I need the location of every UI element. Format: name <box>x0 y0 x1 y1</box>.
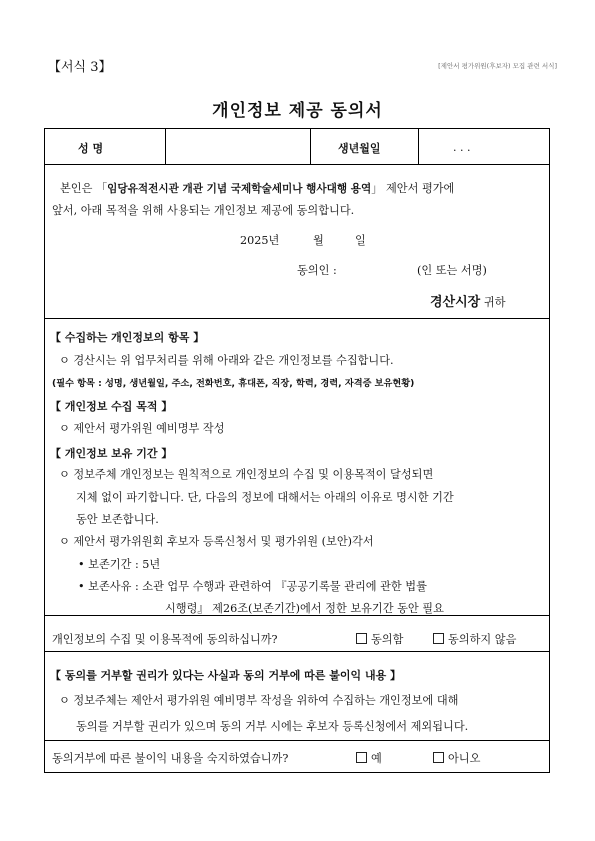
no-label: 아니오 <box>448 752 481 765</box>
period-heading: 【 개인정보 보유 기간 】 <box>50 447 173 460</box>
agree-checkbox[interactable] <box>356 633 367 644</box>
project-name: 임당유적전시관 개관 기념 국제학술세미나 행사대행 용역 <box>107 183 372 195</box>
purpose-heading: 【 개인정보 수집 목적 】 <box>50 400 173 413</box>
date-year: 2025년 <box>240 234 280 247</box>
refusal-heading: 【 동의를 거부할 권리가 있다는 사실과 동의 거부에 따른 불이익 내용 】 <box>50 669 402 682</box>
name-label: 성 명 <box>78 142 104 155</box>
yes-checkbox[interactable] <box>356 752 367 763</box>
no-checkbox[interactable] <box>433 752 444 763</box>
disagree-label: 동의하지 않음 <box>448 633 517 646</box>
retention-period: • 보존기간 : 5년 <box>78 558 161 571</box>
form-number: 【서식 3】 <box>48 60 112 75</box>
refusal-line2: 동의를 거부할 권리가 있으며 동의 거부 시에는 후보자 등록신청에서 제외됩니다. <box>76 720 469 733</box>
items-required: (필수 항목 : 성명, 생년월일, 주소, 전화번호, 휴대폰, 직장, 학력, 경력, 자격증 보유현황) <box>52 378 415 389</box>
consent-prefix: 본인은 「 <box>60 182 108 195</box>
retention-reason1: • 보존사유 : 소관 업무 수행과 관련하여 『공공기록물 관리에 관한 법률 <box>78 580 427 593</box>
form-note: [제안서 평가위원(후보자) 모집 관련 서식] <box>438 62 557 70</box>
addressee <box>430 291 506 310</box>
birth-field[interactable]: . . . <box>453 141 471 154</box>
period-line3: 동안 보존합니다. <box>76 513 159 526</box>
consent-line2: 앞서, 아래 목적을 위해 사용되는 개인정보 제공에 동의합니다. <box>52 204 355 217</box>
period-line1: ㅇ 정보주체 개인정보는 원칙적으로 개인정보의 수집 및 이용목적이 달성되면 <box>59 468 434 481</box>
addressee-suffix: 귀하 <box>483 296 506 309</box>
items-text: ㅇ 경산시는 위 업무처리를 위해 아래와 같은 개인정보를 수집합니다. <box>59 354 394 367</box>
name-field[interactable] <box>170 136 310 158</box>
sign-label: (인 또는 서명) <box>417 264 487 277</box>
retention-reason2: 시행령』 제26조(보존기간)에서 정한 보유기간 동안 필요 <box>165 602 444 615</box>
period-line4: ㅇ 제안서 평가위원회 후보자 등록신청서 및 평가위원 (보안)각서 <box>59 535 374 548</box>
refusal-line1: ㅇ 정보주체는 제안서 평가위원 예비명부 작성을 위하여 수집하는 개인정보에 대해 <box>59 694 459 707</box>
consent-suffix: 」 제안서 평가에 <box>371 182 455 195</box>
yes-option[interactable] <box>356 750 382 766</box>
col-divider <box>165 129 166 164</box>
row-divider <box>45 651 549 652</box>
items-heading: 【 수집하는 개인정보의 항목 】 <box>50 331 205 344</box>
period-line2: 지체 없이 파기합니다. 단, 다음의 정보에 대해서는 아래의 이유로 명시한 기간 <box>76 491 454 504</box>
col-divider <box>310 129 311 164</box>
addressee-name: 경산시장 <box>430 295 481 310</box>
col-divider <box>418 129 419 164</box>
consent-paragraph <box>60 180 454 196</box>
yes-label: 예 <box>371 752 382 765</box>
disagree-checkbox[interactable] <box>433 633 444 644</box>
no-option[interactable] <box>433 750 480 766</box>
row-divider <box>45 740 549 741</box>
agree-option[interactable] <box>356 631 403 647</box>
consenter-label: 동의인 : <box>297 264 337 277</box>
date-day: 일 <box>355 234 366 247</box>
row-divider <box>45 164 549 165</box>
question2-text: 동의거부에 따른 불이익 내용을 숙지하였습니까? <box>52 752 289 765</box>
date-month: 월 <box>313 234 324 247</box>
disagree-option[interactable] <box>433 631 516 647</box>
row-divider <box>45 318 549 319</box>
purpose-text: ㅇ 제안서 평가위원 예비명부 작성 <box>59 422 225 435</box>
question1-text: 개인정보의 수집 및 이용목적에 동의하십니까? <box>52 633 278 646</box>
document-title: 개인정보 제공 동의서 <box>212 101 383 121</box>
agree-label: 동의함 <box>371 633 404 646</box>
birth-label: 생년월일 <box>338 142 381 155</box>
